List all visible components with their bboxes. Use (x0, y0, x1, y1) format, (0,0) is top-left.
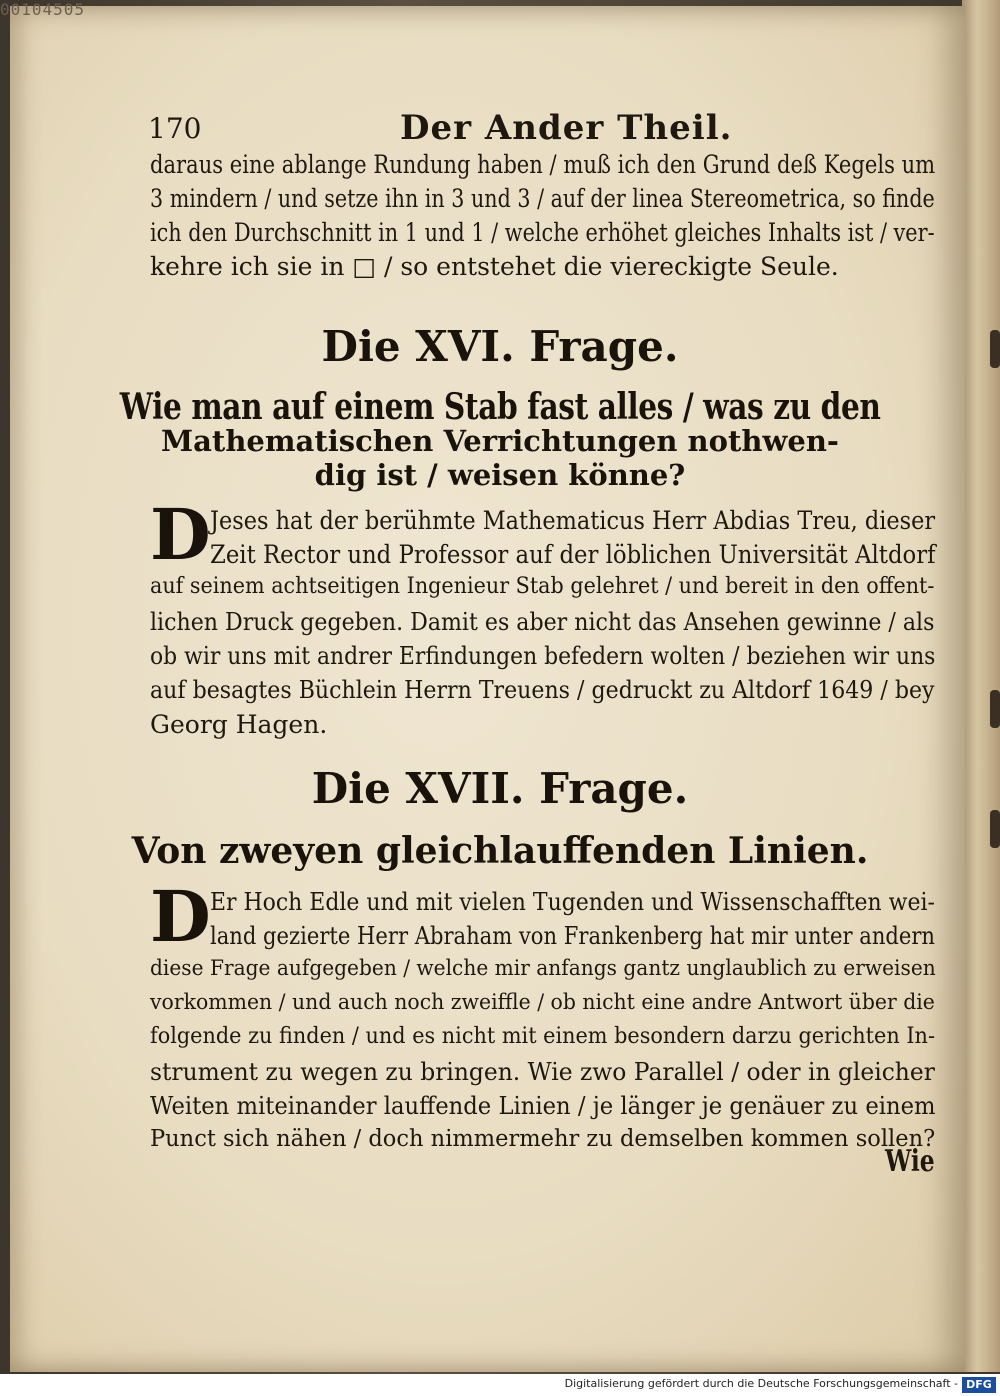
text-line: Er Hoch Edle und mit vielen Tugenden und Wissenschafften wei- (210, 888, 935, 916)
text-line: ob wir uns mit andrer Erfindungen befedern wolten / beziehen wir uns (150, 642, 936, 670)
section-subtitle: Von zweyen gleichlauffenden Linien. (131, 830, 869, 872)
drop-capital: D (150, 493, 211, 576)
text-line: Zeit Rector und Professor auf der löblichen Universität Altdorf (210, 540, 936, 569)
text-line: Jeses hat der berühmte Mathematicus Herr Abdias Treu, dieser (210, 506, 936, 535)
text-line: 3 mindern / und setze ihn in 3 und 3 / auf der linea Stereometrica, so finde (150, 184, 935, 213)
text-line: lichen Druck gegeben. Damit es aber nicht das Ansehen gewinne / als (150, 608, 935, 636)
text-line: Georg Hagen. (150, 710, 328, 739)
text-line: folgende zu finden / und es nicht mit einem besondern darzu gerichten In- (150, 1024, 935, 1049)
text-line: ich den Durchschnitt in 1 und 1 / welche erhöhet gleiches Inhalts ist / ver- (150, 218, 935, 247)
text-line: diese Frage aufgegeben / welche mir anfangs gantz unglaublich zu erweisen (150, 956, 936, 980)
catchword: Wie (885, 1144, 935, 1179)
text-line: kehre ich sie in □ / so entstehet die viereckigte Seule. (150, 252, 839, 281)
text-line: vorkommen / und auch noch zweiffle / ob nicht eine andre Antwort über die (150, 990, 935, 1014)
text-line: strument zu wegen zu bringen. Wie zwo Parallel / oder in gleicher (150, 1058, 935, 1086)
section-subtitle: Wie man auf einem Stab fast alles / was zu den (119, 386, 881, 428)
page-number: 170 (148, 112, 202, 145)
section-subtitle: dig ist / weisen könne? (314, 458, 686, 492)
dfg-logo[interactable]: DFG (962, 1377, 996, 1393)
text-line: Weiten miteinander lauffende Linien / je länger je genäuer zu einem (150, 1092, 936, 1120)
text-line: auf seinem achtseitigen Ingenieur Stab gelehret / und bereit in den offent- (150, 574, 935, 599)
running-title: Der Ander Theil. (400, 108, 733, 148)
section-heading: Die XVI. Frage. (321, 322, 679, 371)
section-subtitle: Mathematischen Verrichtungen nothwen- (161, 424, 839, 458)
text-line: auf besagtes Büchlein Herrn Treuens / gedruckt zu Altdorf 1649 / bey (150, 676, 935, 704)
footer-credit: Digitalisierung gefördert durch die Deutsche Forschungsgemeinschaft - (564, 1377, 958, 1390)
text-line: daraus eine ablange Rundung haben / muß ich den Grund deß Kegels um (150, 150, 936, 179)
section-heading: Die XVII. Frage. (311, 764, 689, 813)
drop-capital: D (150, 875, 211, 958)
scan-id: 00104505 (0, 0, 86, 19)
text-line: land gezierte Herr Abraham von Frankenberg hat mir unter andern (210, 922, 935, 950)
footer-bar (0, 1374, 1000, 1396)
text-line: Punct sich nähen / doch nimmermehr zu demselben kommen sollen? (150, 1126, 936, 1152)
